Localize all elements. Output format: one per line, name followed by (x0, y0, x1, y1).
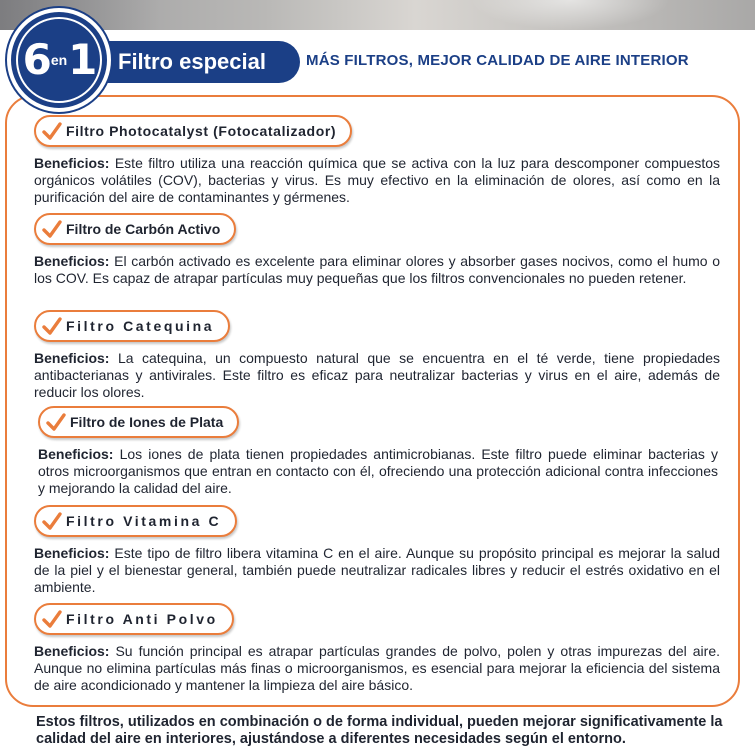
filter-title: Filtro de Iones de Plata (70, 414, 224, 430)
checkmark-icon (42, 121, 62, 141)
checkmark-icon (46, 412, 66, 432)
benefit-text: Este filtro utiliza una reacción química que se activa con la luz para descomponer compuestos orgánicos volátiles (COV), bacterias y virus. Es muy efectivo en la eliminación de olores, así como en la purificación del aire de contaminantes y gérmenes. (34, 155, 720, 205)
benefit-label: Beneficios: (38, 446, 114, 462)
filter-benefit (34, 155, 720, 206)
filter-section-photocatalyst (34, 115, 720, 206)
filter-benefit (34, 350, 720, 401)
badge-ring (16, 17, 102, 103)
checkmark-icon (42, 511, 62, 531)
benefit-text: Su función principal es atrapar partículas grandes de polvo, polen y otras impurezas del aire. Aunque no elimina partículas más finas o microorganismos, es esencial para mejorar la eficiencia del sistema de aire acondicionado y mantener la limpieza del aire básico. (34, 643, 720, 693)
filter-title: Filtro Catequina (66, 318, 215, 334)
benefit-label: Beneficios: (34, 545, 110, 561)
filter-title: Filtro Photocatalyst (Fotocatalizador) (66, 123, 337, 139)
benefit-label: Beneficios: (34, 643, 110, 659)
benefit-label: Beneficios: (34, 350, 110, 366)
filter-title-pill (34, 603, 234, 635)
tagline: MÁS FILTROS, MEJOR CALIDAD DE AIRE INTERIOR (306, 52, 689, 69)
badge-en-label: en (50, 52, 68, 68)
filter-title-pill (34, 505, 237, 537)
benefit-text: Este tipo de filtro libera vitamina C en el aire. Aunque su propósito principal es mejorar la salud de la piel y el bienestar general, también puede neutralizar radicales libres y reducir el estrés oxidativo en el ambiente. (34, 545, 720, 595)
filter-title: Filtro Anti Polvo (66, 611, 218, 627)
filter-section-vitamin-c (34, 505, 720, 596)
badge-number: 6 (22, 35, 50, 84)
checkmark-icon (42, 316, 62, 336)
footer-summary: Estos filtros, utilizados en combinación o de forma individual, pueden mejorar significativamente la calidad del aire en interiores, ajustándose a diferentes necesidades según el entorno. (36, 714, 723, 747)
title-banner (92, 41, 300, 83)
filter-benefit (34, 253, 720, 287)
filter-benefit (38, 446, 718, 497)
filter-title-pill (34, 310, 230, 342)
filter-section-anti-dust (34, 603, 720, 694)
filter-section-silver-ions (38, 406, 718, 497)
filter-benefit (34, 643, 720, 694)
filter-title-pill (34, 213, 236, 245)
benefit-label: Beneficios: (34, 253, 110, 269)
filter-section-carbon (34, 213, 720, 287)
filter-title: Filtro de Carbón Activo (66, 221, 221, 237)
checkmark-icon (42, 219, 62, 239)
checkmark-icon (42, 609, 62, 629)
benefit-text: La catequina, un compuesto natural que se encuentra en el té verde, tiene propiedades antibacterianas y antivirales. Este filtro es eficaz para neutralizar bacterias y virus en el aire, además de reducir los olores. (34, 350, 721, 400)
header-photo (0, 0, 755, 30)
filter-title-pill (34, 115, 352, 147)
filter-benefit (34, 545, 720, 596)
filter-title: Filtro Vitamina C (66, 513, 222, 529)
six-in-one-badge (7, 8, 111, 112)
filter-section-catequina (34, 310, 720, 401)
filter-title-pill (38, 406, 239, 438)
page-title: Filtro especial (118, 49, 266, 74)
badge-number-2: 1 (68, 35, 96, 84)
benefit-text: Los iones de plata tienen propiedades antimicrobianas. Este filtro puede eliminar bacterias y otros microorganismos que entran en contacto con él, ofreciendo una protección adicional contra infecciones y mejorando la calidad del aire. (38, 446, 718, 496)
benefit-text: El carbón activado es excelente para eliminar olores y absorber gases nocivos, como el humo o los COV. Es capaz de atrapar partículas muy pequeñas que los filtros convencionales no pueden retener. (34, 253, 720, 286)
benefit-label: Beneficios: (34, 155, 110, 171)
